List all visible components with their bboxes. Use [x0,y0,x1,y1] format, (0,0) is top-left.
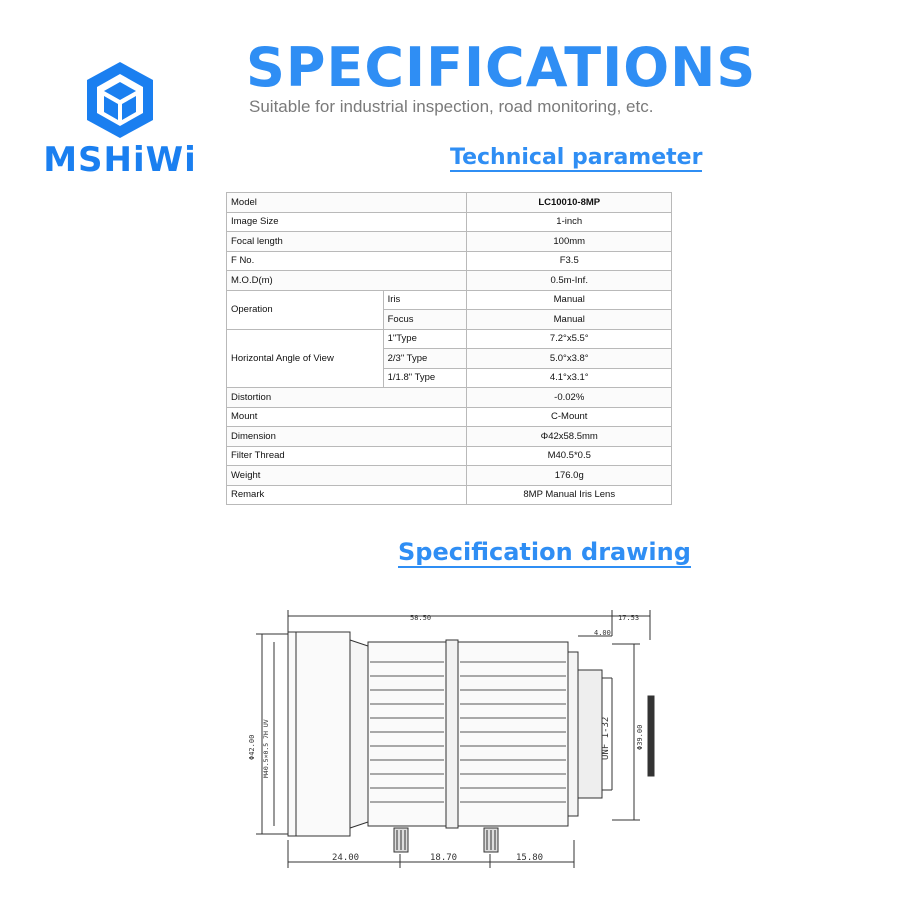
row-sublabel: Iris [383,290,467,310]
row-value: 176.0g [467,466,672,486]
row-label: Weight [227,466,467,486]
table-row [227,388,672,408]
row-label: Filter Thread [227,446,467,466]
row-label: Image Size [227,212,467,232]
row-value: 100mm [467,232,672,252]
row-label: Remark [227,485,467,505]
table-row [227,329,672,349]
section-heading-drawing: Specification drawing [398,538,691,566]
row-value: 0.5m-Inf. [467,271,672,291]
row-sublabel: Focus [383,310,467,330]
dim-mount-diameter: Φ39.00 [636,724,644,750]
row-value: LC10010-8MP [467,193,672,213]
table-row [227,427,672,447]
table-row [227,232,672,252]
brand-logo [40,60,200,190]
dim-length: 58.50 [410,614,432,622]
dim-rear: 15.80 [516,853,544,863]
row-label: Horizontal Angle of View [227,329,384,388]
dim-filter: M40.5×0.5 7H UV [262,719,270,778]
page-subtitle: Suitable for industrial inspection, road monitoring, etc. [249,97,654,116]
page-title: SPECIFICATIONS [246,36,757,99]
table-row [227,271,672,291]
table-row [227,407,672,427]
table-row [227,485,672,505]
row-label: M.O.D(m) [227,271,467,291]
dim-back: 17.53 [618,614,640,622]
row-value: 5.0°x3.8° [467,349,672,369]
row-label: Mount [227,407,467,427]
table-row [227,466,672,486]
row-sublabel: 1"Type [383,329,467,349]
table-row [227,290,672,310]
cube-logo-icon [83,60,157,140]
row-sublabel: 1/1.8" Type [383,368,467,388]
row-label: Model [227,193,467,213]
table-row [227,212,672,232]
row-value: Φ42x58.5mm [467,427,672,447]
table-row [227,251,672,271]
row-value: -0.02% [467,388,672,408]
dim-front: 24.00 [332,853,360,863]
row-label: Focal length [227,232,467,252]
row-label: Operation [227,290,384,329]
brand-name: MSHiWi [43,140,197,180]
row-value: Manual [467,290,672,310]
lens-drawing [240,600,670,880]
dim-thread: UNF 1-32 [601,716,611,760]
row-value: Manual [467,310,672,330]
row-value: 7.2°x5.5° [467,329,672,349]
row-label: Dimension [227,427,467,447]
dim-mid: 18.70 [430,853,458,863]
dim-diameter: Φ42.00 [248,734,256,760]
row-value: 4.1°x3.1° [467,368,672,388]
row-sublabel: 2/3" Type [383,349,467,369]
section-heading-technical: Technical parameter [450,145,703,170]
dim-flange: 4.00 [594,629,611,637]
row-value: 8MP Manual Iris Lens [467,485,672,505]
row-label: F No. [227,251,467,271]
row-value: F3.5 [467,251,672,271]
table-row [227,446,672,466]
row-label: Distortion [227,388,467,408]
row-value: M40.5*0.5 [467,446,672,466]
row-value: C-Mount [467,407,672,427]
spec-table [226,192,672,505]
row-value: 1-inch [467,212,672,232]
table-row [227,193,672,213]
